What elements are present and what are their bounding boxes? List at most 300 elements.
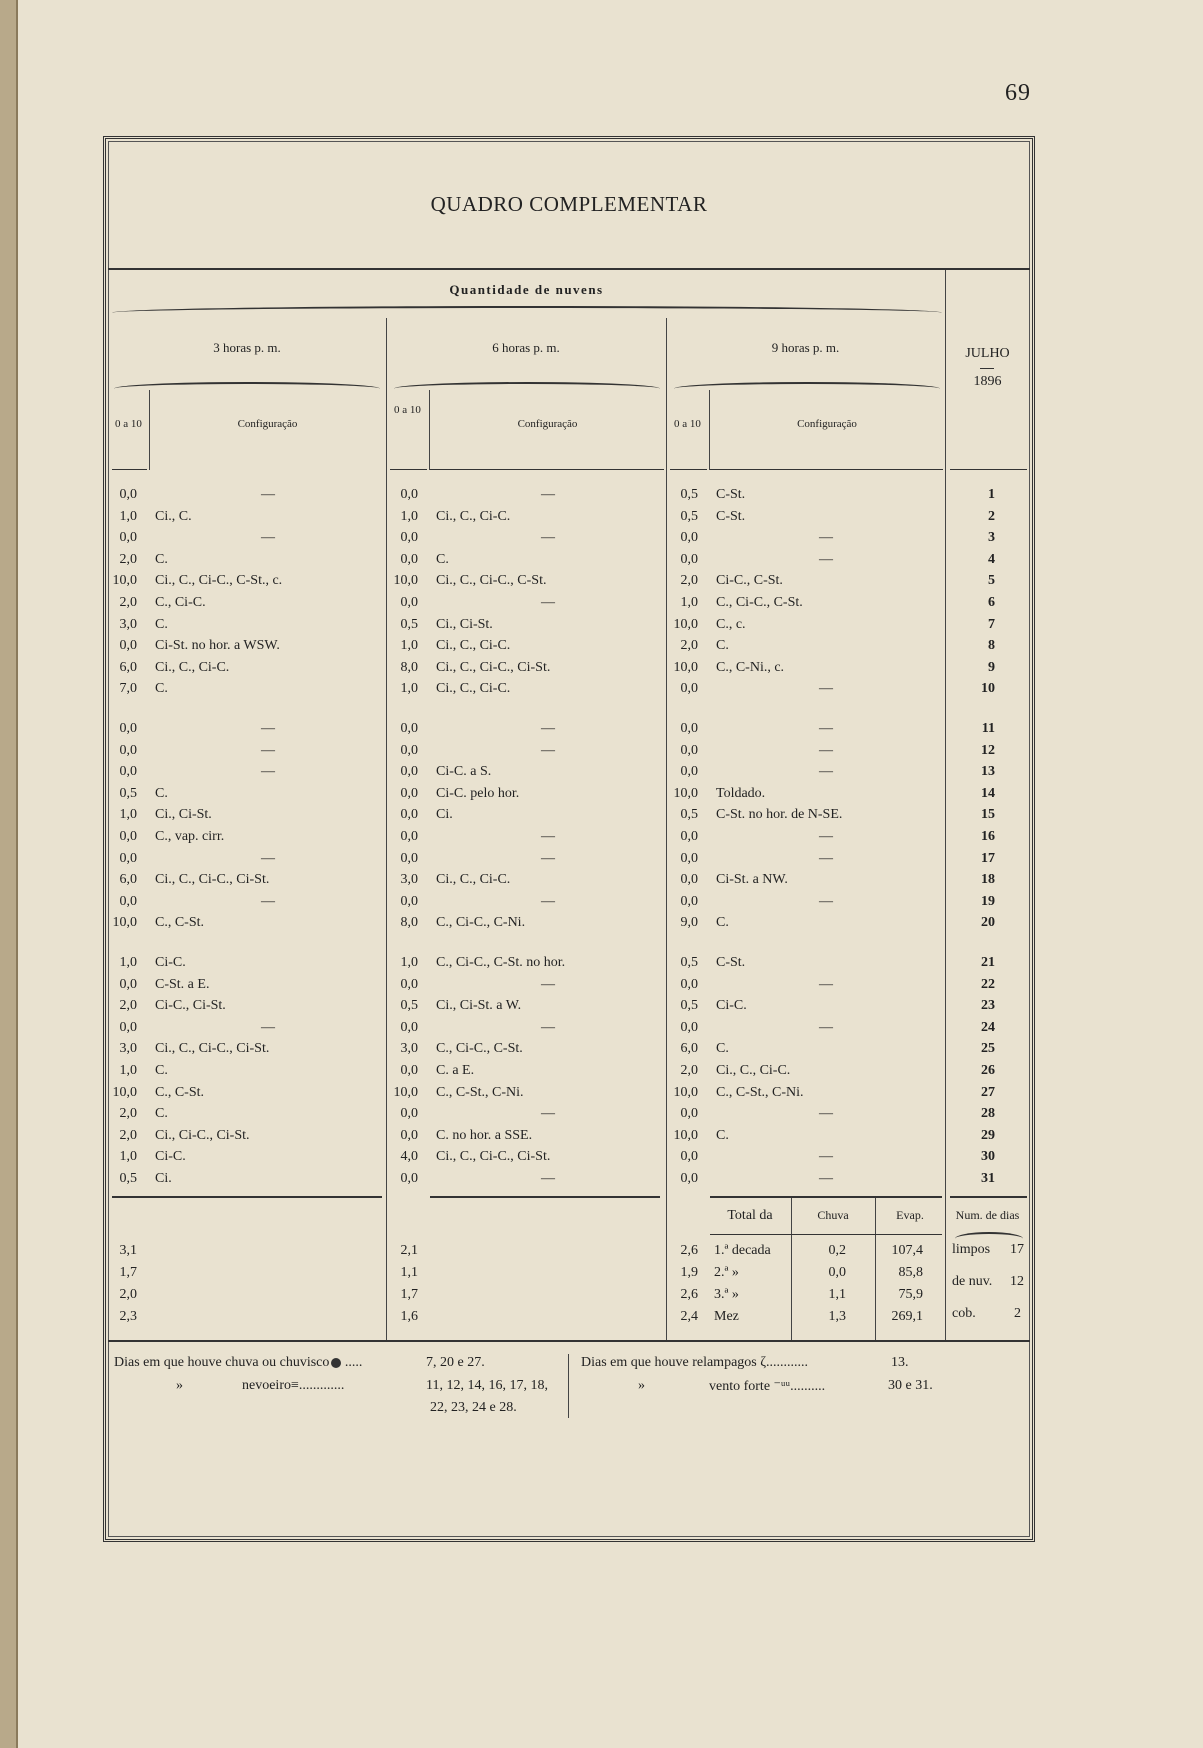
lightning-symbol-icon: ζ — [760, 1355, 767, 1370]
cell-day: 26 — [981, 1063, 995, 1078]
cell-9pm-value: 10,0 — [673, 785, 698, 801]
cell-3pm-value: 0,0 — [119, 638, 137, 654]
summary-6pm-mean: 1,7 — [400, 1287, 418, 1302]
summary-rule — [950, 1196, 1027, 1198]
summary-rule — [710, 1196, 942, 1198]
summary-rule — [430, 1196, 660, 1198]
cell-6pm-value: 0,0 — [400, 976, 418, 992]
cell-3pm-value: 6,0 — [119, 872, 137, 888]
cell-9pm-config: C., C-Ni., c. — [716, 659, 785, 675]
days-brace — [955, 1232, 1023, 1240]
cell-6pm-value: 0,0 — [400, 551, 418, 567]
cell-6pm-value: 0,0 — [400, 1127, 418, 1143]
cell-9pm-value: 2,0 — [680, 638, 698, 654]
summary-evap-value: 75,9 — [898, 1287, 923, 1302]
footer-fog-dots: ............. — [298, 1378, 345, 1393]
footer-wind-label: vento forte — [709, 1379, 771, 1394]
summary-6pm-mean: 1,1 — [400, 1265, 418, 1280]
cell-6pm-value: 0,0 — [400, 595, 418, 610]
brace-9pm — [674, 382, 940, 390]
cell-3pm-config: Ci-C., Ci-St. — [155, 998, 226, 1014]
footer-lightning-dots: ............ — [766, 1355, 809, 1370]
cell-9pm-value: 0,0 — [680, 681, 698, 697]
summary-6pm-mean: 1,6 — [400, 1309, 418, 1324]
cell-3pm-value: 3,0 — [119, 1041, 137, 1057]
cell-3pm-config: Ci., C., Ci-C., Ci-St. — [155, 1041, 270, 1057]
footer-fog-value-cont: 22, 23, 24 e 28. — [430, 1400, 517, 1415]
cell-3pm-value: 2,0 — [119, 551, 137, 567]
config-header-3pm: Configuração — [237, 418, 298, 430]
cell-6pm-config: C., Ci-C., C-Ni. — [436, 915, 526, 931]
cell-9pm-config: C-St. — [716, 508, 746, 524]
cell-3pm-value: 1,0 — [119, 807, 137, 823]
page-binding-line — [16, 0, 18, 1748]
cell-6pm-config: — — [541, 487, 555, 502]
cell-6pm-config: — — [541, 721, 555, 736]
cell-6pm-config: C. — [436, 551, 449, 567]
header-underline — [390, 469, 427, 470]
cell-9pm-config: — — [819, 850, 833, 866]
cell-6pm-config: — — [541, 530, 555, 546]
cell-3pm-config: C-St. a E. — [155, 976, 210, 992]
summary-rain-value: 1,3 — [828, 1309, 846, 1324]
cell-6pm-value: 0,0 — [400, 1019, 418, 1035]
cell-9pm-config: C. — [716, 638, 729, 654]
cell-9pm-value: 0,5 — [680, 807, 698, 823]
cell-9pm-value: 0,0 — [680, 893, 698, 909]
month-label: JULHO — [965, 346, 1010, 361]
cell-6pm-value: 0,5 — [400, 616, 418, 632]
cell-3pm-config: Ci., C., Ci-C. — [155, 659, 230, 675]
cell-day: 14 — [981, 785, 995, 801]
cell-6pm-config: C., Ci-C., C-St. — [436, 1041, 523, 1057]
footer-wind-value: 30 e 31. — [888, 1378, 933, 1393]
cell-3pm-config: Ci., Ci-St. — [155, 807, 212, 823]
cell-6pm-config: C. a E. — [436, 1063, 475, 1078]
subcol-divider-6pm — [429, 390, 430, 470]
brace-3pm — [114, 382, 380, 390]
cell-day: 16 — [981, 829, 995, 844]
cell-9pm-value: 0,0 — [680, 530, 698, 546]
cell-6pm-config: C., Ci-C., C-St. no hor. — [436, 955, 566, 970]
cell-6pm-value: 0,0 — [400, 742, 418, 758]
cell-3pm-config: C., vap. cirr. — [155, 829, 225, 844]
cell-day: 8 — [988, 638, 995, 654]
cell-3pm-config: Ci-C. — [155, 1149, 186, 1165]
cell-9pm-value: 0,0 — [680, 551, 698, 567]
header-3pm: 3 horas p. m. — [213, 340, 281, 355]
cell-9pm-config: — — [819, 1149, 833, 1165]
cell-9pm-value: 2,0 — [680, 1063, 698, 1078]
year-label: 1896 — [973, 374, 1002, 389]
cell-9pm-value: 10,0 — [673, 1127, 698, 1143]
cell-day: 18 — [981, 872, 995, 888]
cell-day: 1 — [988, 487, 995, 502]
cell-6pm-config: — — [541, 850, 555, 866]
cell-3pm-value: 1,0 — [119, 508, 137, 524]
cell-9pm-config: C-St. no hor. de N-SE. — [716, 807, 843, 823]
cell-3pm-config: C., C-St. — [155, 1084, 205, 1100]
cell-6pm-value: 0,5 — [400, 998, 418, 1014]
cell-3pm-value: 0,0 — [119, 1019, 137, 1035]
footer-rain-value: 7, 20 e 27. — [426, 1355, 485, 1370]
cell-3pm-config: Ci., C. — [155, 508, 192, 524]
cell-3pm-value: 0,5 — [119, 1171, 137, 1186]
cell-9pm-config: Ci-C., C-St. — [716, 573, 783, 589]
cell-9pm-value: 10,0 — [673, 659, 698, 675]
cell-9pm-config: Ci-St. a NW. — [716, 872, 788, 888]
cell-3pm-value: 0,0 — [119, 829, 137, 844]
cell-9pm-config: — — [819, 1106, 833, 1122]
cell-6pm-value: 0,0 — [400, 829, 418, 844]
header-underline — [112, 469, 147, 470]
cell-6pm-config: Ci-C. pelo hor. — [436, 785, 520, 801]
cell-6pm-value: 0,0 — [400, 1063, 418, 1078]
cell-3pm-value: 2,0 — [119, 998, 137, 1014]
cell-6pm-config: — — [541, 829, 555, 844]
cell-9pm-value: 0,0 — [680, 976, 698, 992]
cell-9pm-value: 0,0 — [680, 742, 698, 758]
cell-3pm-config: C., Ci-C. — [155, 595, 206, 610]
footer-wind-ditto: » — [638, 1378, 645, 1393]
cell-day: 11 — [981, 721, 995, 736]
summary-evap-value: 269,1 — [891, 1309, 923, 1324]
summary-period-label: Mez — [714, 1309, 739, 1324]
cell-3pm-value: 0,0 — [119, 742, 137, 758]
cell-9pm-config: — — [819, 681, 833, 697]
cell-9pm-value: 0,0 — [680, 1019, 698, 1035]
cell-3pm-config: — — [261, 742, 275, 758]
cell-9pm-value: 9,0 — [680, 915, 698, 931]
header-underline — [710, 469, 943, 470]
cell-6pm-config: — — [541, 742, 555, 758]
footer-lightning-value: 13. — [891, 1355, 909, 1370]
subcol-divider-3pm — [149, 390, 150, 470]
cell-day: 12 — [981, 742, 995, 758]
cell-6pm-value: 10,0 — [393, 573, 418, 589]
cell-3pm-config: Ci., C., Ci-C., Ci-St. — [155, 872, 270, 888]
cell-3pm-config: C. — [155, 681, 168, 697]
scale-header-6pm: 0 a 10 — [394, 404, 421, 416]
cell-9pm-config: — — [819, 764, 833, 780]
cell-6pm-value: 0,0 — [400, 893, 418, 909]
cell-9pm-value: 0,0 — [680, 721, 698, 736]
cell-9pm-value: 0,5 — [680, 487, 698, 502]
cell-6pm-config: Ci., C., Ci-C. — [436, 681, 511, 697]
cell-6pm-config: Ci. — [436, 807, 453, 823]
cell-3pm-config: C. — [155, 551, 168, 567]
cell-day: 22 — [981, 976, 995, 992]
cell-9pm-value: 0,0 — [680, 764, 698, 780]
cell-3pm-config: Ci-C. — [155, 955, 186, 970]
cell-3pm-value: 2,0 — [119, 1106, 137, 1122]
month-rule — [980, 368, 994, 369]
cell-6pm-config: Ci-C. a S. — [436, 764, 492, 780]
page-left-edge — [0, 0, 16, 1748]
cell-6pm-value: 0,0 — [400, 721, 418, 736]
cell-6pm-value: 4,0 — [400, 1149, 418, 1165]
cell-3pm-config: — — [261, 721, 275, 736]
rain-symbol-icon — [331, 1358, 341, 1368]
cell-day: 19 — [981, 893, 995, 909]
cell-6pm-config: Ci., C., Ci-C., Ci-St. — [436, 659, 551, 675]
cell-9pm-config: Ci-C. — [716, 998, 747, 1014]
cell-3pm-value: 0,0 — [119, 764, 137, 780]
cell-3pm-config: — — [261, 530, 275, 546]
summary-period-label: 2.ª » — [714, 1265, 739, 1280]
cell-6pm-config: Ci., Ci-St. — [436, 616, 493, 632]
config-header-9pm: Configuração — [797, 418, 857, 430]
days-overcast-value: 2 — [1014, 1306, 1021, 1321]
cell-9pm-config: — — [819, 893, 833, 909]
cell-day: 15 — [981, 807, 995, 823]
cell-9pm-value: 0,0 — [680, 850, 698, 866]
summary-total-header: Total da — [727, 1208, 773, 1223]
summary-9pm-mean: 2,6 — [680, 1243, 698, 1258]
days-clear-value: 17 — [1010, 1242, 1024, 1257]
cell-6pm-value: 1,0 — [400, 955, 418, 970]
cell-3pm-config: Ci. — [155, 1171, 172, 1186]
cell-day: 20 — [981, 915, 995, 931]
footer-fog-value: 11, 12, 14, 16, 17, 18, — [426, 1378, 548, 1393]
page-number: 69 — [1005, 80, 1031, 106]
summary-3pm-mean: 2,0 — [119, 1287, 137, 1302]
cell-6pm-value: 8,0 — [400, 915, 418, 931]
footer-lightning-label: Dias em que houve relampagos — [581, 1355, 757, 1370]
footer-fog-label: nevoeiro — [242, 1378, 291, 1393]
cell-6pm-value: 0,0 — [400, 764, 418, 780]
summary-evap-value: 107,4 — [891, 1243, 923, 1258]
cell-6pm-value: 3,0 — [400, 1041, 418, 1057]
cell-9pm-config: — — [819, 1019, 833, 1035]
summary-9pm-mean: 2,4 — [680, 1309, 698, 1324]
cell-6pm-value: 0,0 — [400, 807, 418, 823]
cell-6pm-value: 0,0 — [400, 1106, 418, 1122]
summary-period-label: 3.ª » — [714, 1287, 739, 1302]
scale-header-9pm: 0 a 10 — [674, 418, 701, 430]
title-rule — [108, 268, 1030, 270]
cell-3pm-config: C. — [155, 616, 168, 632]
cell-6pm-value: 8,0 — [400, 659, 418, 675]
footer-fog-line — [242, 1378, 344, 1394]
cell-3pm-value: 1,0 — [119, 1063, 137, 1078]
cell-6pm-config: Ci., C., Ci-C. — [436, 508, 511, 524]
summary-rule — [112, 1196, 382, 1198]
cell-6pm-value: 1,0 — [400, 681, 418, 697]
summary-rain-value: 0,0 — [828, 1265, 846, 1280]
cell-9pm-value: 1,0 — [680, 595, 698, 610]
cell-6pm-config: Ci., C., Ci-C. — [436, 638, 511, 654]
cell-3pm-value: 1,0 — [119, 955, 137, 970]
cell-3pm-config: C. — [155, 785, 168, 801]
footer-wind-line — [709, 1378, 825, 1395]
cell-day: 27 — [981, 1084, 995, 1100]
cell-3pm-value: 1,0 — [119, 1149, 137, 1165]
config-header-6pm: Configuração — [517, 418, 578, 430]
cell-3pm-config: — — [261, 1019, 275, 1035]
footer-fog-ditto: » — [176, 1378, 183, 1393]
cell-9pm-config: Ci., C., Ci-C. — [716, 1063, 791, 1078]
cell-day: 2 — [988, 508, 995, 524]
cell-3pm-config: C., C-St. — [155, 915, 205, 931]
cell-3pm-value: 0,0 — [119, 721, 137, 736]
cell-6pm-config: — — [541, 1019, 555, 1035]
summary-evap-header: Evap. — [896, 1208, 924, 1222]
cell-day: 23 — [981, 998, 995, 1014]
cell-9pm-value: 0,0 — [680, 1149, 698, 1165]
cell-6pm-value: 0,0 — [400, 530, 418, 546]
cell-9pm-value: 10,0 — [673, 1084, 698, 1100]
cell-3pm-value: 0,5 — [119, 785, 137, 801]
header-underline — [430, 469, 664, 470]
cell-3pm-config: Ci., Ci-C., Ci-St. — [155, 1127, 250, 1143]
cell-9pm-config: — — [819, 742, 833, 758]
days-cloudy-label: de nuv. — [952, 1274, 993, 1289]
summary-9pm-mean: 2,6 — [680, 1287, 698, 1302]
cell-9pm-config: — — [819, 976, 833, 992]
footer-rain-line — [114, 1355, 362, 1371]
summary-rain-value: 0,2 — [828, 1243, 846, 1258]
footer-rain-dots: ..... — [344, 1355, 363, 1370]
cell-9pm-config: Toldado. — [716, 785, 766, 801]
cell-3pm-config: C. — [155, 1106, 168, 1122]
days-overcast-label: cob. — [952, 1306, 976, 1321]
cell-9pm-value: 0,5 — [680, 998, 698, 1014]
cell-6pm-value: 1,0 — [400, 638, 418, 654]
cell-6pm-config: — — [541, 976, 555, 992]
cell-9pm-config: — — [819, 530, 833, 546]
cell-9pm-config: C., C-St., C-Ni. — [716, 1084, 804, 1100]
cell-9pm-config: C., Ci-C., C-St. — [716, 595, 803, 610]
summary-evap-value: 85,8 — [898, 1265, 923, 1280]
summary-3pm-mean: 3,1 — [119, 1243, 137, 1258]
cell-3pm-config: — — [261, 487, 275, 502]
cell-3pm-value: 10,0 — [112, 573, 137, 589]
cell-3pm-value: 7,0 — [119, 681, 137, 697]
days-clear-label: limpos — [952, 1242, 991, 1257]
cell-3pm-config: C. — [155, 1063, 168, 1078]
brace-6pm — [394, 382, 660, 390]
cell-9pm-config: — — [819, 551, 833, 567]
footer-wind-dots: .......... — [790, 1379, 826, 1394]
cell-6pm-config: — — [541, 1106, 555, 1122]
cell-6pm-config: — — [541, 595, 555, 610]
cell-3pm-value: 10,0 — [112, 915, 137, 931]
group-header-cloud-quantity: Quantidade de nuvens — [449, 282, 604, 297]
cell-day: 9 — [988, 659, 995, 675]
cell-3pm-config: Ci., C., Ci-C., C-St., c. — [155, 573, 283, 589]
cell-3pm-value: 2,0 — [119, 1127, 137, 1143]
cell-day: 4 — [988, 551, 995, 567]
cell-day: 6 — [988, 595, 995, 610]
cell-9pm-config: C-St. — [716, 955, 746, 970]
fog-symbol-icon: ≡ — [290, 1378, 299, 1393]
footer-lightning-line — [581, 1355, 808, 1371]
cell-6pm-value: 0,0 — [400, 850, 418, 866]
cell-9pm-value: 10,0 — [673, 616, 698, 632]
cell-6pm-value: 0,0 — [400, 1171, 418, 1186]
cell-9pm-value: 0,0 — [680, 829, 698, 844]
summary-6pm-mean: 2,1 — [400, 1243, 418, 1258]
cell-day: 28 — [981, 1106, 995, 1122]
summary-period-label: 1.ª decada — [714, 1243, 771, 1258]
cell-3pm-config: — — [261, 764, 275, 780]
cell-3pm-value: 0,0 — [119, 893, 137, 909]
cell-day: 17 — [981, 850, 995, 866]
cell-day: 13 — [981, 764, 995, 780]
cell-6pm-value: 0,0 — [400, 785, 418, 801]
subcol-divider-9pm — [709, 390, 710, 470]
cell-6pm-value: 0,0 — [400, 487, 418, 502]
cell-3pm-value: 0,0 — [119, 487, 137, 502]
cell-9pm-value: 0,5 — [680, 508, 698, 524]
summary-rain-value: 1,1 — [828, 1287, 846, 1302]
cell-day: 7 — [988, 616, 995, 632]
header-6pm: 6 horas p. m. — [492, 340, 560, 355]
cell-9pm-value: 0,5 — [680, 955, 698, 970]
summary-chuva-header: Chuva — [817, 1208, 849, 1222]
cell-9pm-value: 2,0 — [680, 573, 698, 589]
cell-3pm-value: 0,0 — [119, 850, 137, 866]
summary-9pm-mean: 1,9 — [680, 1265, 698, 1280]
cell-6pm-config: Ci., Ci-St. a W. — [436, 998, 522, 1014]
cell-day: 10 — [981, 681, 995, 697]
cell-9pm-value: 0,0 — [680, 1171, 698, 1186]
cell-day: 3 — [988, 530, 995, 546]
cell-3pm-value: 3,0 — [119, 616, 137, 632]
cell-6pm-config: Ci., C., Ci-C., Ci-St. — [436, 1149, 551, 1165]
cell-9pm-config: — — [819, 1171, 833, 1186]
cell-9pm-value: 0,0 — [680, 1106, 698, 1122]
cell-3pm-config: Ci-St. no hor. a WSW. — [155, 638, 280, 654]
cell-9pm-config: C. — [716, 1041, 729, 1057]
cell-6pm-config: C., C-St., C-Ni. — [436, 1084, 524, 1100]
cell-9pm-value: 0,0 — [680, 872, 698, 888]
summary-3pm-mean: 1,7 — [119, 1265, 137, 1280]
footer-divider — [568, 1354, 569, 1418]
summary-3pm-mean: 2,3 — [119, 1309, 137, 1324]
cell-day: 31 — [981, 1171, 995, 1186]
cell-9pm-config: — — [819, 721, 833, 736]
cell-3pm-value: 0,0 — [119, 976, 137, 992]
cell-6pm-value: 1,0 — [400, 508, 418, 524]
cell-day: 21 — [981, 955, 995, 970]
cell-day: 29 — [981, 1127, 995, 1143]
cell-9pm-config: C. — [716, 915, 729, 931]
cell-6pm-config: Ci., C., Ci-C. — [436, 872, 511, 888]
summary-header-rule — [710, 1234, 942, 1235]
days-cloudy-value: 12 — [1010, 1274, 1024, 1289]
group-brace — [112, 306, 942, 314]
cell-6pm-config: Ci., C., Ci-C., C-St. — [436, 573, 547, 589]
header-underline — [950, 469, 1027, 470]
cell-day: 24 — [981, 1019, 995, 1035]
cell-6pm-value: 3,0 — [400, 872, 418, 888]
header-9pm: 9 horas p. m. — [771, 340, 840, 355]
cell-9pm-config: C. — [716, 1127, 729, 1143]
cell-3pm-config: — — [261, 893, 275, 909]
table-title: QUADRO COMPLEMENTAR — [430, 192, 708, 216]
cell-day: 5 — [988, 573, 995, 589]
cell-6pm-value: 10,0 — [393, 1084, 418, 1100]
cell-6pm-config: — — [541, 893, 555, 909]
wind-symbol-icon: ⁻ᵘᵘ — [773, 1379, 791, 1394]
cell-3pm-config: — — [261, 850, 275, 866]
cell-day: 30 — [981, 1149, 995, 1165]
cell-6pm-config: C. no hor. a SSE. — [436, 1127, 533, 1143]
footer-rain-label: Dias em que houve chuva ou chuvisco — [114, 1355, 330, 1370]
header-underline — [670, 469, 707, 470]
